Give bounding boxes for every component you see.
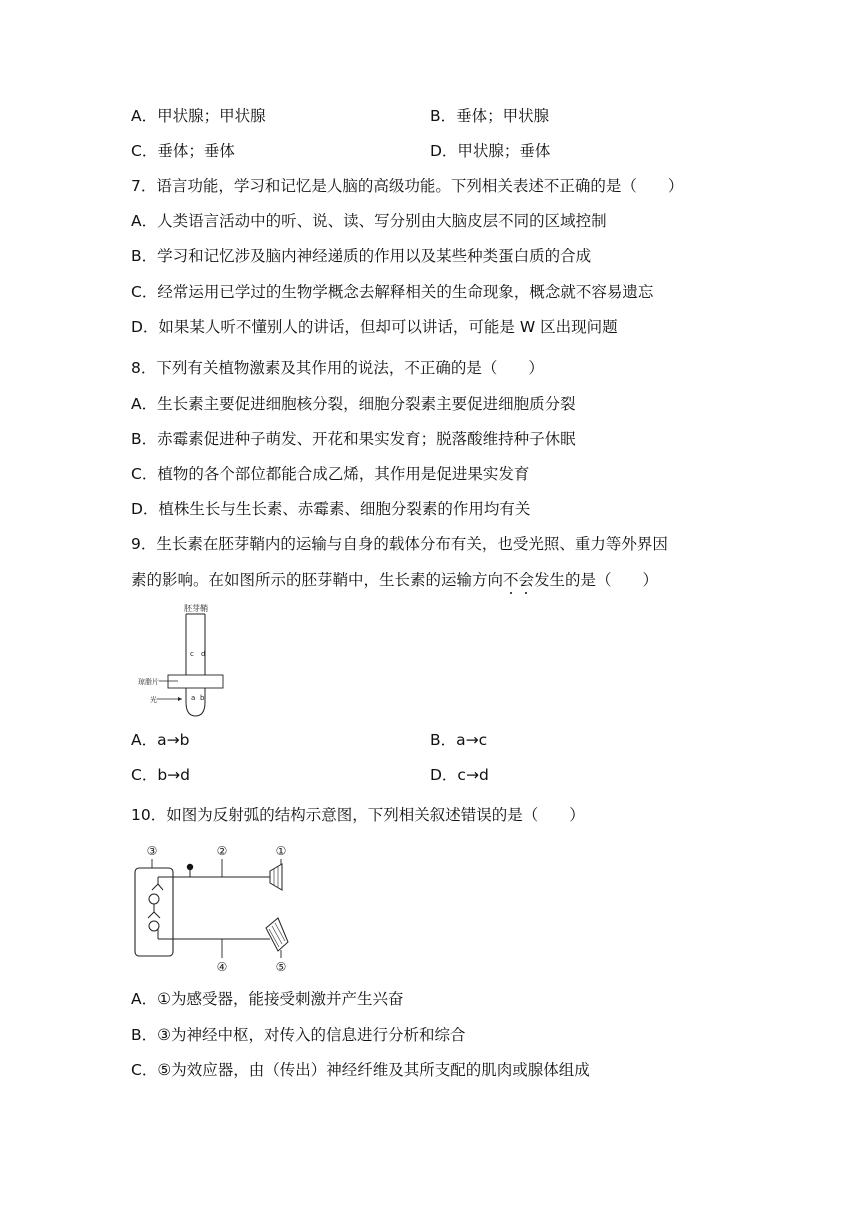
label-5: ⑤ [275,960,287,974]
q6-option-c: C．垂体；垂体 [131,142,235,160]
mica-sheet [168,675,223,688]
q10-stem: 10．如图为反射弧的结构示意图，下列相关叙述错误的是（ ） [131,806,585,824]
q9-stem-line2 [131,570,658,590]
interneuron-icons [148,877,163,939]
q6-option-d: D．甲状腺；垂体 [430,142,551,160]
letter-c: c [190,650,194,658]
letter-b: b [200,694,205,702]
coleoptile-tip [186,702,205,716]
q8-option-b: B．赤霉素促进种子萌发、开花和果实发育；脱落酸维持种子休眠 [131,430,576,448]
q7-stem: 7．语言功能，学习和记忆是人脑的高级功能。下列相关表述不正确的是（ ） [131,177,684,195]
q9-stem-line1: 9．生长素在胚芽鞘内的运输与自身的载体分布有关，也受光照、重力等外界因 [131,535,668,553]
reflex-arc-figure [130,838,305,978]
coleoptile-title: 胚芽鞘 [184,604,208,613]
q10-option-c: C．⑤为效应器，由（传出）神经纤维及其所支配的肌肉或腺体组成 [131,1061,590,1079]
q7-option-b: B．学习和记忆涉及脑内神经递质的作用以及某些种类蛋白质的合成 [131,247,592,265]
q6-option-b: B．垂体；甲状腺 [430,107,550,125]
q10-option-b: B．③为神经中枢，对传入的信息进行分析和综合 [131,1026,466,1044]
q9-stem-pre: 素的影响。在如图所示的胚芽鞘中，生长素的运输方向 [131,571,504,589]
q9-option-a: A．a→b [131,731,190,749]
q9-option-d: D．c→d [430,766,489,784]
q10-option-a: A．①为感受器，能接受刺激并产生兴奋 [131,990,404,1008]
label-4: ④ [216,960,228,974]
receptor-icon [270,864,282,890]
mica-label: 琼脂片 [138,678,159,686]
q9-stem-post: 发生的是（ ） [534,571,659,589]
label-1: ① [275,844,287,858]
q7-option-a: A．人类语言活动中的听、说、读、写分别由大脑皮层不同的区域控制 [131,212,607,230]
letter-d: d [201,650,206,658]
q8-option-d: D．植株生长与生长素、赤霉素、细胞分裂素的作用均有关 [131,500,531,518]
q8-option-c: C．植物的各个部位都能合成乙烯，其作用是促进果实发育 [131,465,530,483]
light-label: 光 [150,696,157,704]
q9-option-c: C．b→d [131,766,190,784]
light-arrowhead-icon [178,697,182,701]
q8-option-a: A．生长素主要促进细胞核分裂，细胞分裂素主要促进细胞质分裂 [131,395,576,413]
q7-option-c: C．经常运用已学过的生物学概念去解释相关的生命现象，概念就不容易遗忘 [131,283,654,301]
q9-option-b: B．a→c [430,731,488,749]
q7-option-d: D．如果某人听不懂别人的讲话，但却可以讲话，可能是 W 区出现问题 [131,318,618,336]
emphasis-mark-hui: 会 [518,571,535,589]
letter-a: a [191,694,196,702]
label-3: ③ [146,844,158,858]
q8-stem: 8．下列有关植物激素及其作用的说法，不正确的是（ ） [131,359,544,377]
effector-muscle-icon [266,918,288,951]
coleoptile-figure [130,600,230,720]
label-2: ② [216,844,228,858]
q6-option-a: A．甲状腺；甲状腺 [131,107,266,125]
emphasis-mark-bu: 不 [503,571,519,589]
